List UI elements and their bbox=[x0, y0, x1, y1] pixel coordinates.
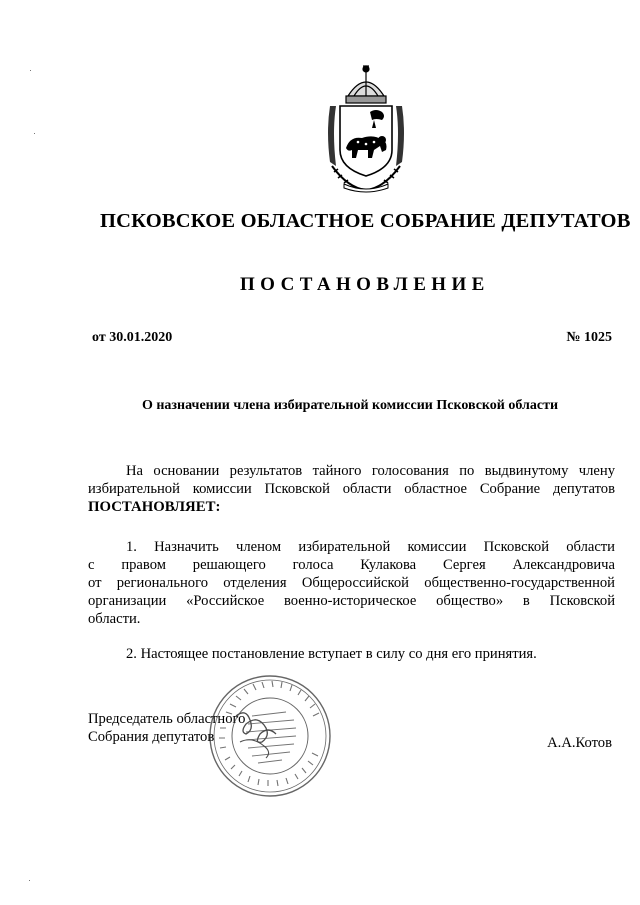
item-2-paragraph bbox=[88, 645, 615, 663]
signatory-title-line: Председатель областного bbox=[88, 711, 246, 727]
item-1-line: с правом решающего голоса Кулакова Сергея Александровича bbox=[88, 557, 615, 573]
item-1-line: от регионального отделения Общероссийской общественно-государственной bbox=[88, 575, 615, 591]
scan-speck bbox=[34, 133, 35, 134]
document-type-title: ПОСТАНОВЛЕНИЕ bbox=[240, 274, 490, 295]
signatory-name: А.А.Котов bbox=[547, 735, 612, 751]
pskov-coat-of-arms-icon bbox=[318, 62, 414, 194]
intro-line: избирательной комиссии Псковской области областное Собрание депутатов bbox=[88, 481, 615, 497]
scan-speck bbox=[29, 880, 30, 881]
scan-speck bbox=[30, 70, 31, 71]
document-number: № 1025 bbox=[566, 330, 612, 345]
signatory-title-line: Собрания депутатов bbox=[88, 729, 215, 745]
official-stamp bbox=[206, 672, 334, 800]
item-1-line: организации «Российское военно-историческое общество» в Псковской bbox=[88, 593, 615, 609]
decree-word: ПОСТАНОВЛЯЕТ: bbox=[88, 499, 221, 515]
item-1-paragraph bbox=[88, 538, 615, 628]
item-1-line: области. bbox=[88, 611, 141, 627]
item-2-line: 2. Настоящее постановление вступает в силу со дня его принятия. bbox=[126, 646, 537, 662]
item-1-line: 1. Назначить членом избирательной комиссии Псковской области bbox=[126, 539, 615, 555]
document-subject: О назначении члена избирательной комиссии Псковской области bbox=[141, 398, 559, 413]
intro-line: На основании результатов тайного голосования по выдвинутому члену bbox=[126, 463, 615, 479]
organization-name: ПСКОВСКОЕ ОБЛАСТНОЕ СОБРАНИЕ ДЕПУТАТОВ bbox=[100, 210, 631, 232]
document-date: от 30.01.2020 bbox=[92, 330, 173, 345]
intro-paragraph bbox=[88, 462, 615, 516]
